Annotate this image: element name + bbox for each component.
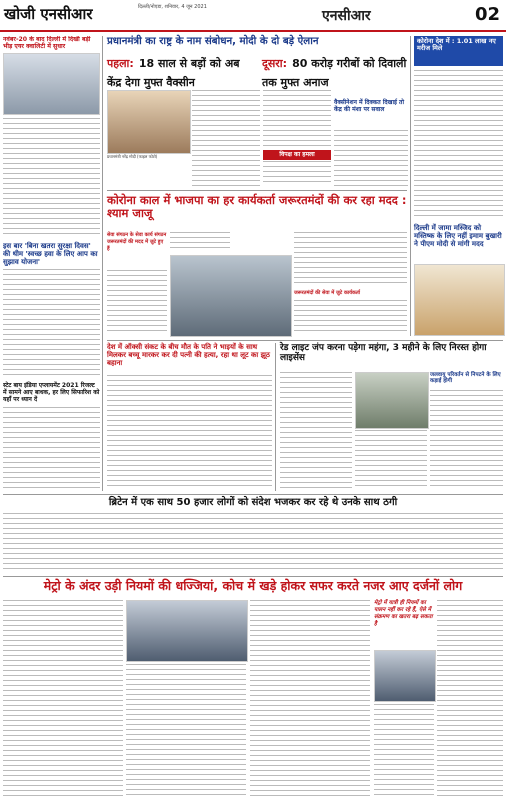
column-divider-right bbox=[410, 36, 411, 336]
bottom-body-1 bbox=[3, 600, 123, 796]
bottom-body-4 bbox=[374, 704, 434, 796]
lead-headline: प्रधानमंत्री का राष्ट्र के नाम संबोधन, मोदी के दो बड़े ऐलान bbox=[107, 36, 319, 47]
left-body-1 bbox=[3, 118, 100, 238]
newspaper-logo: खोजी एनसीआर bbox=[4, 5, 93, 23]
fifth-body bbox=[3, 513, 503, 573]
divider bbox=[3, 576, 503, 577]
third-body bbox=[107, 375, 272, 490]
section-title: एनसीआर bbox=[322, 8, 371, 24]
fourth-body-1 bbox=[280, 372, 352, 490]
page-number: 02 bbox=[474, 4, 500, 25]
right-body-1 bbox=[414, 70, 503, 220]
left-column bbox=[3, 36, 100, 491]
fifth-headline: ब्रिटेन में एक साथ 50 हजार लोगों को संदेश भजकर कर रहे थे उनके साथ ठगी bbox=[108, 497, 398, 508]
left-body-3 bbox=[3, 407, 100, 491]
divider bbox=[107, 340, 503, 341]
lead-body-2 bbox=[263, 90, 331, 150]
second-quote-2: जरूरतमंदों की सेवा में जुटे कार्यकर्ता bbox=[294, 290, 360, 296]
bjp-workers-photo bbox=[170, 255, 292, 337]
column-divider bbox=[275, 343, 276, 491]
second-quote-1: सेवा संगठन के सेवा कार्य संगठन जरूरतमंदों की मदद में जुटे हुए हैं bbox=[107, 232, 167, 252]
left-headline-1: नवंबर-20 के बाद दिल्ली में दिखी बड़ी भीड़ एयर क्वालिटी में सुधार bbox=[3, 36, 91, 51]
bottom-body-3 bbox=[250, 600, 370, 796]
metro-photo-1 bbox=[126, 600, 248, 662]
lead-body-4 bbox=[334, 130, 408, 186]
third-headline: देश में ऑक्सी संकट के बीच मौत के पति ने भाइयों के साथ मिलकर बच्चू मारकर कर दी पत्नी की हत्या, रहा था लूट का झूठ बहाना bbox=[107, 343, 270, 368]
left-headline-3: इस बार 'बिना खतरा सुरक्षा दिवस' की थीम 'स्वच्छ हवा के लिए आप का सुझाव योजना' bbox=[3, 242, 98, 267]
column-divider bbox=[102, 36, 103, 491]
lead-side-title: वैक्सीनेशन में दिक्कत दिखाई तो केंद्र की मंशा पर सवाल bbox=[334, 99, 405, 113]
mosque-photo bbox=[414, 264, 505, 336]
lead-sub-right-tag: दूसरा: bbox=[262, 57, 288, 70]
left-headline-4: स्टेट बाय इंडिया एप्लायमेंट 2021 रिजल्ट में सामने आए बाधक, हर लिए सिफारिश को यहाँ पर ध्यान दें bbox=[3, 382, 100, 404]
second-body-3 bbox=[294, 232, 407, 287]
fourth-body-2 bbox=[355, 430, 427, 490]
second-body-2 bbox=[170, 232, 230, 252]
pm-photo bbox=[107, 90, 191, 154]
corona-box-headline: कोरोना देश में : 1.01 लाख नए मरीज मिले bbox=[417, 37, 496, 53]
fourth-body-3 bbox=[430, 390, 503, 490]
fourth-sub: जलवायु परिवर्तन से निपटने के लिए कड़ाई होगी bbox=[430, 372, 501, 385]
bottom-body-2 bbox=[126, 664, 246, 796]
second-body-1 bbox=[107, 270, 167, 335]
fourth-headline: रेड लाइट जंप करना पड़ेगा महंगा, 3 महीने के लिए निरस्त होगा लाइसेंस bbox=[280, 343, 487, 364]
date-line: दिल्ली/नोएडा, शनिवार, 4 जून 2021 bbox=[138, 4, 207, 10]
second-headline: कोरोना काल में भाजपा का हर कार्यकर्ता जरूरतमंदों की कर रहा मदद : श्याम जाजू bbox=[107, 193, 407, 221]
opposition-box-title: विपक्ष का हमला bbox=[263, 150, 331, 160]
bottom-body-5 bbox=[437, 600, 503, 796]
metro-photo-2 bbox=[374, 650, 436, 702]
second-body-4 bbox=[294, 300, 407, 335]
divider bbox=[107, 190, 407, 191]
right-headline-2: दिल्ली में जामा मस्जिद को मस्तिष्क के लिए नहीं इमाम बुखारी ने पीएम मोदी से मांगी मदद bbox=[414, 224, 502, 249]
corona-box bbox=[414, 36, 503, 66]
lead-sub-left-text: 18 साल से बड़ों को अब केंद्र देगा मुफ्त वैक्सीन bbox=[107, 57, 240, 89]
traffic-photo bbox=[3, 53, 100, 115]
lead-sub-left bbox=[107, 52, 257, 90]
lead-sub-right-text: 80 करोड़ गरीबों को दिवाली तक मुफ्त अनाज bbox=[262, 57, 407, 89]
bottom-headline: मेट्रो के अंदर उड़ी नियमों की धज्जियां, कोच में खड़े होकर सफर करते नजर आए दर्जनों लोग bbox=[43, 578, 463, 593]
pm-photo-caption: प्रधानमंत्री नरेंद्र मोदी (फाइल फोटो) bbox=[107, 154, 158, 159]
lead-body-1 bbox=[192, 90, 260, 186]
lead-sub-right bbox=[262, 52, 410, 90]
traffic-police-photo bbox=[355, 372, 429, 429]
left-body-2 bbox=[3, 269, 100, 379]
lead-body-3 bbox=[263, 161, 331, 186]
lead-sub-left-tag: पहला: bbox=[107, 57, 134, 70]
divider bbox=[3, 494, 503, 495]
bottom-pull-quote: मेट्रो में यात्री ही नियमों का पालन नहीं कर रहे हैं, ऐसे में संक्रमण का खतरा बढ़ सकता है bbox=[374, 600, 433, 627]
